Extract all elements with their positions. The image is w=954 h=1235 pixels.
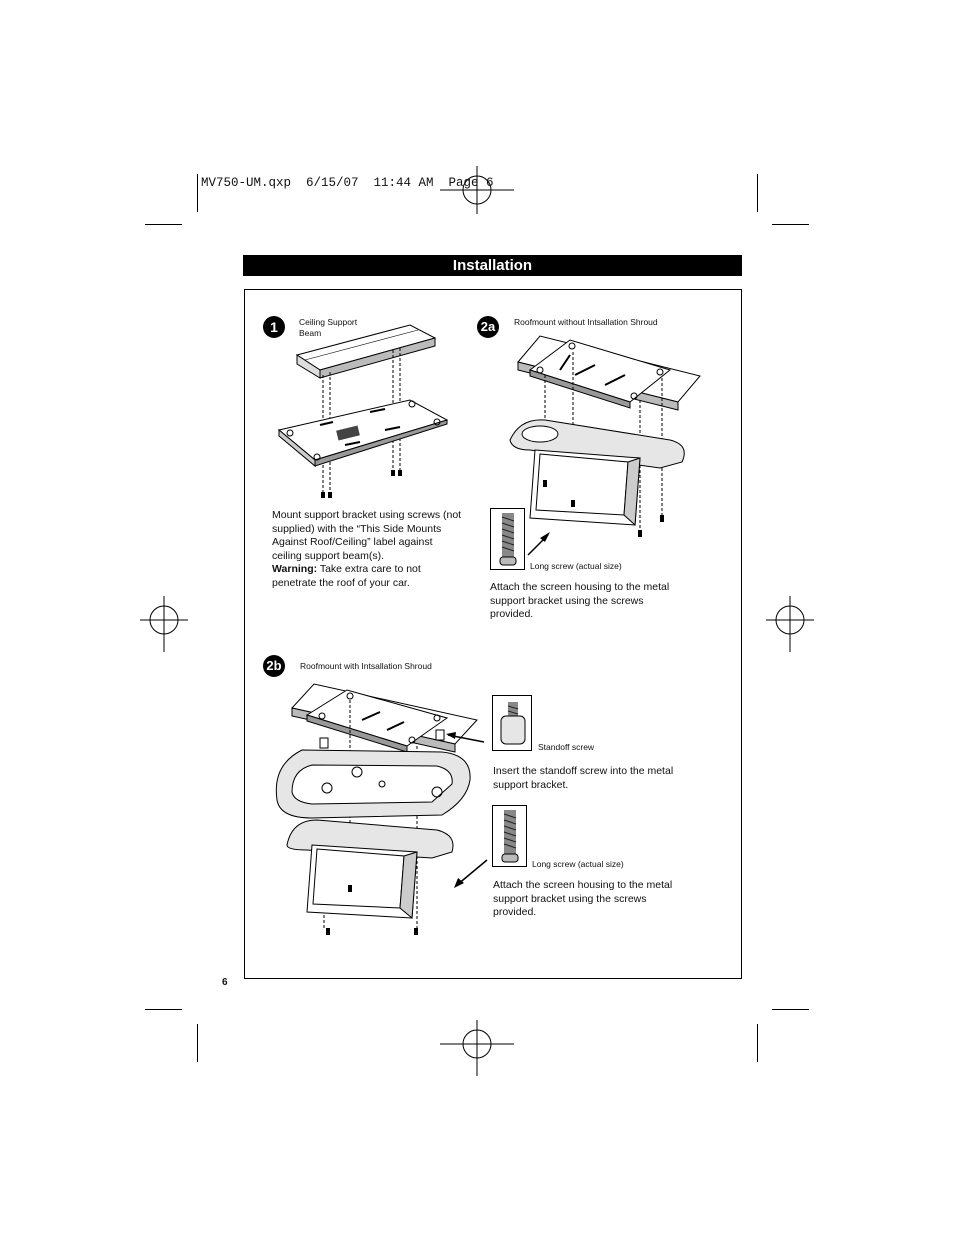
standoff-instructions: Insert the standoff screw into the metal support bracket. [493, 765, 674, 791]
standoff-screw-icon [501, 702, 525, 746]
long-screw-icon [502, 810, 518, 864]
crop-mark-tl-h [145, 224, 182, 225]
step2a-instructions: Attach the screen housing to the metal support bracket using the screws provided. [490, 581, 670, 620]
step-badge-1: 1 [263, 316, 285, 338]
print-slug: MV750-UM.qxp 6/15/07 11:44 AM Page 6 [201, 176, 494, 190]
step-badge-2b: 2b [263, 655, 285, 677]
crop-mark-bl-v [197, 1024, 198, 1062]
crop-mark-bl-h [145, 1009, 182, 1010]
long-screw-label-2b: Long screw (actual size) [532, 859, 624, 869]
step2a-caption: Roofmount without Intsallation Shroud [514, 317, 658, 327]
crop-mark-tr-h [772, 224, 809, 225]
crop-mark-br-h [772, 1009, 809, 1010]
warning-label: Warning: [272, 563, 318, 575]
crop-mark-tl-v [197, 174, 198, 212]
registration-mark-top [440, 166, 516, 226]
step1-instructions [272, 509, 462, 590]
ceiling-bracket-illustration [275, 320, 455, 500]
page-number: 6 [222, 977, 228, 988]
warning-text: Take extra care to not penetrate the roof of your car. [272, 563, 421, 589]
registration-mark-right [766, 596, 816, 656]
standoff-screw-label: Standoff screw [538, 742, 595, 752]
registration-mark-bottom [440, 1020, 516, 1080]
roofmount-with-shroud-illustration [272, 680, 492, 940]
registration-mark-left [140, 596, 190, 656]
step-badge-2a: 2a [477, 316, 499, 338]
step1-text: Mount support bracket using screws (not supplied) with the “This Side Mounts Against Roof/Ceiling” label against ceiling support beam(s). [272, 509, 462, 562]
long-screw-icon [500, 513, 516, 567]
standoff-screw-box [492, 695, 532, 751]
crop-mark-tr-v [757, 174, 758, 212]
long-screw-label-2a: Long screw (actual size) [530, 561, 622, 571]
long-screw-box-2a [490, 508, 525, 570]
step2b-instructions: Attach the screen housing to the metal support bracket using the screws provided. [493, 879, 673, 918]
roofmount-without-shroud-illustration [500, 330, 710, 540]
crop-mark-br-v [757, 1024, 758, 1062]
section-title: Installation [243, 255, 742, 276]
step1-caption: Ceiling Support Beam [299, 317, 358, 338]
long-screw-box-2b [492, 805, 527, 867]
step2b-caption: Roofmount with Intsallation Shroud [300, 661, 432, 671]
